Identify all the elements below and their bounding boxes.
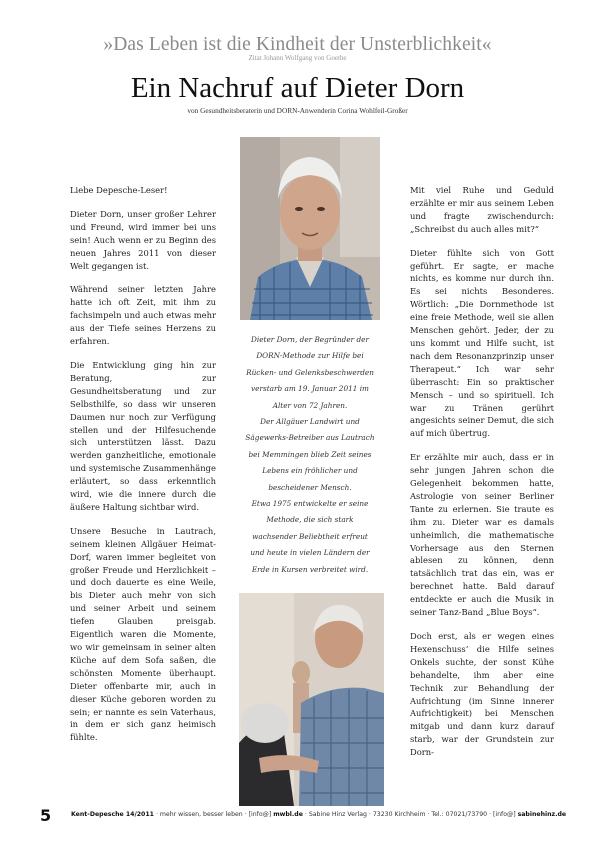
paragraph: Dieter fühlte sich von Gott geführt. Er sagte, er mache nichts, es komme nur durch ihn. Es sei nichts Besonderes. Wörtlich: „Die Dornmethode ist eine freie Methode, weil sie allen Menschen gehört. Jeder, der zu uns kommt und Hilfe sucht, ist nach dem Resonanzprinzip unser Therapeut.“ Ich war sehr überrascht: Ein so praktischer Mensch – und so spirituell. Ich war zu Tränen gerührt angesichts seiner Demut, die sich auf mich übertrug. xyxy=(410,247,554,439)
website-link[interactable]: sabinehinz.de xyxy=(517,811,567,818)
paragraph: Doch erst, als er wegen eines Hexenschuss’ die Hilfe seines Onkels suchte, der sonst Kühe behandelte, ihm aber eine Technik zur Behandlung der Aufrichtung (im Sinne innerer Aufrichtigkeit) bei Menschen mitgab und dann kurz darauf starb, war der Grundstein zur Dorn- xyxy=(410,631,554,758)
quote-source: Zitat Johann Wolfgang von Goethe xyxy=(248,54,347,62)
caption-line: Lebens ein fröhlicher und xyxy=(262,466,358,476)
magazine-name: Kent-Depesche 14/2011 xyxy=(71,811,154,818)
treatment-photo xyxy=(239,593,384,806)
caption-line: wachsender Beliebtheit erfreut xyxy=(252,531,368,541)
website-link[interactable]: mwbl.de xyxy=(273,811,303,818)
caption-line: Erde in Kursen verbreitet wird. xyxy=(251,564,369,574)
caption-line: Sägewerks-Betreiber aus Lautrach xyxy=(245,433,375,443)
right-column xyxy=(410,184,554,770)
page-number: 5 xyxy=(40,806,52,825)
caption-line: und heute in vielen Ländern der xyxy=(250,548,370,558)
footer-line xyxy=(71,811,566,818)
paragraph: Dieter Dorn, unser großer Lehrer und Freund, wird immer bei uns sein! Auch wenn er zu Beginn des neuen Jahres 2011 von dieser Welt gegangen ist. xyxy=(70,208,216,271)
paragraph: Mit viel Ruhe und Geduld erzählte er mir aus seinem Leben und fragte zwischendurch: „Schreibst du auch alles mit?“ xyxy=(410,185,554,234)
caption-line: DORN-Methode zur Hilfe bei xyxy=(256,351,364,361)
footer-slogan: · mehr wissen, besser leben · [info@] xyxy=(153,811,274,818)
left-column xyxy=(70,184,216,755)
page-footer xyxy=(0,806,595,826)
paragraph: Die Entwicklung ging hin zur Beratung, zur Gesundheitsberatung und zur Selbsthilfe, so dass wir unseren Daumen nur noch zur Verfügung stellen und der Hilfesuchende sich unterstützen lässt. Dazu werden ganzheitliche, emotionale und systemische Zusammenhänge erläutert, so dass erkenntlich wird, wie die innere durch die äußere Haltung sichtbar wird. xyxy=(70,359,216,512)
caption-line: Dieter Dorn, der Begründer der xyxy=(251,335,369,344)
photo-caption xyxy=(236,332,384,578)
caption-line: Rücken- und Gelenksbeschwerden xyxy=(246,367,374,377)
paragraph: Während seiner letzten Jahre hatte ich oft Zeit, mit ihm zu fachsimpeln und auch etwas mehr aus der Tiefe seines Herzens zu erfahren. xyxy=(70,284,216,347)
caption-line: bescheidener Mensch. xyxy=(268,482,352,492)
caption-line: verstarb am 19. Januar 2011 im xyxy=(251,384,369,394)
publisher-info: · Sabine Hinz Verlag · 73230 Kirchheim · Tel.: 07021/73790 · [info@] xyxy=(302,811,518,818)
caption-line: Methode, die sich stark xyxy=(266,515,354,525)
caption-line: bei Memmingen blieb Zeit seines xyxy=(248,449,372,459)
caption-line: Alter von 72 Jahren. xyxy=(272,400,348,410)
author-byline: von Gesundheitsberaterin und DORN-Anwenderin Corina Wohlfeil-Großer xyxy=(187,106,408,115)
greeting: Liebe Depesche-Leser! xyxy=(70,185,168,195)
article-title: Ein Nachruf auf Dieter Dorn xyxy=(130,72,465,104)
caption-line: Etwa 1975 entwickelte er seine xyxy=(251,499,369,509)
paragraph: Unsere Besuche in Lautrach, seinem kleinen Allgäuer Heimat-Dorf, waren immer begleitet von großer Freude und Herzlichkeit – und doch dauerte es eine Weile, bis Dieter auch mehr von sich und seiner Arbeit und seinem tiefen Glauben preisgab. Eigentlich waren die Momente, wo wir gemeinsam in seiner alten Küche auf dem Sofa saßen, die schönsten Momente überhaupt. Dieter offenbarte mir, auch in dieser Küche geboren worden zu sein; er nannte es sein Vaterhaus, in dem er sich ganz heimisch fühlte. xyxy=(70,525,216,743)
paragraph: Er erzählte mir auch, dass er in sehr jungen Jahren schon die Gelegenheit bekommen hatte, Astrologie von seiner Berliner Tante zu erlernen. Sie traute es ihm zu. Dieter war es damals unheimlich, die mathematische Vorhersage aus den Sternen ablesen zu können, denn tatsächlich trat das ein, was er berechnet hatte. Bald darauf entdeckte er auch die Musik in seiner Tanz-Band „Blue Boys“. xyxy=(410,452,554,618)
caption-line: Der Allgäuer Landwirt und xyxy=(260,417,360,427)
epigraph-quote: »Das Leben ist die Kindheit der Unsterblichkeit« xyxy=(103,34,492,55)
portrait-photo xyxy=(240,137,380,320)
